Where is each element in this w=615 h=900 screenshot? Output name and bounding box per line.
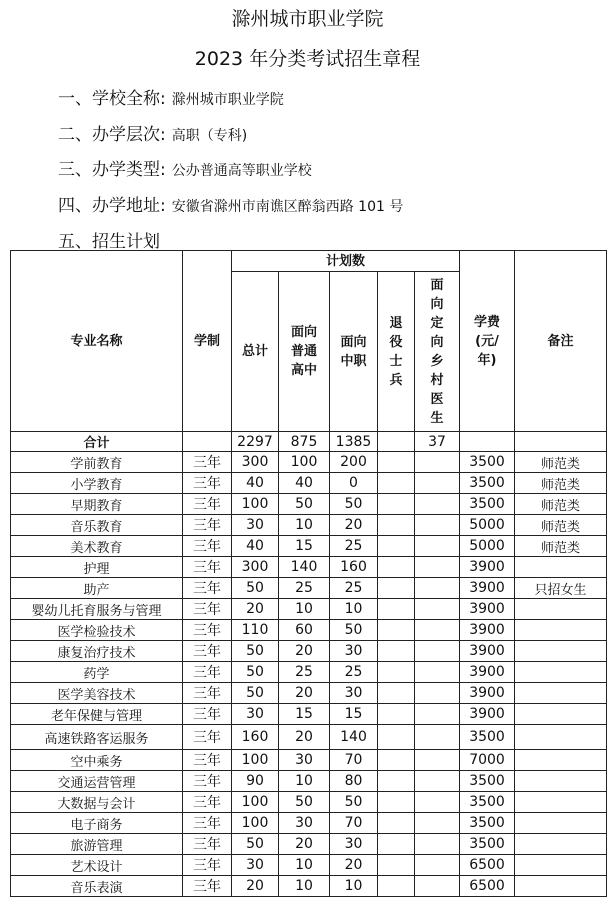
- total-general: 875: [279, 432, 330, 452]
- total-vocational: 1385: [330, 432, 378, 452]
- cell-fee: 3500: [460, 834, 515, 855]
- info-label: 二、办学层次:: [58, 125, 166, 145]
- cell-rural-doctor: [415, 662, 460, 683]
- cell-fee: 3900: [460, 662, 515, 683]
- info-type: [58, 155, 312, 180]
- cell-vocational: 10: [330, 876, 378, 897]
- header-major: 专业名称: [11, 251, 183, 432]
- cell-years: 三年: [183, 792, 232, 813]
- table-row: [11, 662, 607, 683]
- cell-rural-doctor: [415, 641, 460, 662]
- cell-years: 三年: [183, 494, 232, 515]
- cell-general: 10: [279, 771, 330, 792]
- cell-major: 音乐表演: [11, 876, 183, 897]
- cell-rural-doctor: [415, 599, 460, 620]
- cell-note: [515, 876, 607, 897]
- cell-note: [515, 813, 607, 834]
- cell-vocational: 30: [330, 834, 378, 855]
- cell-vocational: 50: [330, 792, 378, 813]
- info-school-name: [58, 84, 284, 109]
- cell-years: 三年: [183, 876, 232, 897]
- total-label: 合计: [11, 432, 183, 452]
- cell-general: 15: [279, 704, 330, 725]
- cell-fee: 3900: [460, 620, 515, 641]
- cell-rural-doctor: [415, 536, 460, 557]
- total-note: [515, 432, 607, 452]
- cell-vocational: 80: [330, 771, 378, 792]
- cell-rural-doctor: [415, 494, 460, 515]
- cell-major: 康复治疗技术: [11, 641, 183, 662]
- info-value: 公办普通高等职业学校: [171, 163, 312, 179]
- document-title: 滁州城市职业学院: [231, 8, 384, 30]
- table-row: [11, 704, 607, 725]
- cell-total: 110: [232, 620, 279, 641]
- cell-major: 美术教育: [11, 536, 183, 557]
- cell-years: 三年: [183, 536, 232, 557]
- table-row: [11, 473, 607, 494]
- table-row: [11, 725, 607, 750]
- cell-general: 20: [279, 834, 330, 855]
- cell-veterans: [378, 578, 415, 599]
- cell-years: 三年: [183, 473, 232, 494]
- cell-general: 10: [279, 855, 330, 876]
- total-veterans: [378, 432, 415, 452]
- header-general: [279, 272, 330, 432]
- info-label: 一、学校全称:: [58, 89, 166, 109]
- table-row: [11, 683, 607, 704]
- table-row: [11, 536, 607, 557]
- cell-total: 100: [232, 750, 279, 771]
- cell-vocational: 20: [330, 515, 378, 536]
- cell-years: 三年: [183, 704, 232, 725]
- document-subtitle: 2023 年分类考试招生章程: [194, 48, 421, 70]
- cell-major: 早期教育: [11, 494, 183, 515]
- cell-rural-doctor: [415, 855, 460, 876]
- cell-rural-doctor: [415, 620, 460, 641]
- cell-general: 10: [279, 599, 330, 620]
- header-plan-group: 计划数: [232, 251, 460, 272]
- header-note: 备注: [515, 251, 607, 432]
- cell-fee: 3500: [460, 813, 515, 834]
- cell-general: 30: [279, 750, 330, 771]
- header-total: 总计: [232, 272, 279, 432]
- table-row: [11, 494, 607, 515]
- cell-years: 三年: [183, 641, 232, 662]
- cell-general: 10: [279, 515, 330, 536]
- cell-fee: 3900: [460, 683, 515, 704]
- cell-total: 40: [232, 536, 279, 557]
- cell-total: 50: [232, 578, 279, 599]
- info-label: 三、办学类型:: [58, 160, 166, 180]
- cell-major: 空中乘务: [11, 750, 183, 771]
- cell-general: 10: [279, 876, 330, 897]
- cell-major: 助产: [11, 578, 183, 599]
- header-fee-text: 学费(元/年): [474, 314, 501, 368]
- cell-vocational: 15: [330, 704, 378, 725]
- cell-rural-doctor: [415, 771, 460, 792]
- cell-veterans: [378, 494, 415, 515]
- header-vocational: [330, 272, 378, 432]
- cell-note: [515, 557, 607, 578]
- cell-vocational: 10: [330, 599, 378, 620]
- table-row: [11, 620, 607, 641]
- enrollment-plan-table: [10, 250, 607, 897]
- cell-veterans: [378, 452, 415, 473]
- cell-general: 50: [279, 494, 330, 515]
- cell-veterans: [378, 620, 415, 641]
- cell-major: 艺术设计: [11, 855, 183, 876]
- cell-total: 100: [232, 494, 279, 515]
- cell-note: [515, 683, 607, 704]
- cell-rural-doctor: [415, 515, 460, 536]
- total-fee: [460, 432, 515, 452]
- cell-years: 三年: [183, 557, 232, 578]
- cell-major: 药学: [11, 662, 183, 683]
- table-row: [11, 750, 607, 771]
- info-label: 四、办学地址:: [58, 196, 166, 216]
- cell-total: 40: [232, 473, 279, 494]
- cell-vocational: 50: [330, 620, 378, 641]
- cell-rural-doctor: [415, 452, 460, 473]
- header-years: 学制: [183, 251, 232, 432]
- cell-note: [515, 704, 607, 725]
- table-row: [11, 452, 607, 473]
- info-value: 滁州城市职业学院: [171, 92, 284, 108]
- cell-fee: 5000: [460, 536, 515, 557]
- cell-years: 三年: [183, 620, 232, 641]
- cell-note: 只招女生: [515, 578, 607, 599]
- cell-note: [515, 620, 607, 641]
- cell-fee: 6500: [460, 876, 515, 897]
- cell-fee: 3500: [460, 494, 515, 515]
- cell-veterans: [378, 855, 415, 876]
- cell-general: 100: [279, 452, 330, 473]
- cell-vocational: 160: [330, 557, 378, 578]
- cell-vocational: 0: [330, 473, 378, 494]
- cell-major: 高速铁路客运服务: [11, 725, 183, 750]
- cell-major: 护理: [11, 557, 183, 578]
- cell-veterans: [378, 704, 415, 725]
- cell-years: 三年: [183, 683, 232, 704]
- cell-years: 三年: [183, 834, 232, 855]
- cell-veterans: [378, 599, 415, 620]
- cell-general: 15: [279, 536, 330, 557]
- cell-major: 大数据与会计: [11, 792, 183, 813]
- cell-note: 师范类: [515, 452, 607, 473]
- cell-veterans: [378, 792, 415, 813]
- cell-general: 20: [279, 683, 330, 704]
- cell-total: 30: [232, 515, 279, 536]
- cell-total: 20: [232, 876, 279, 897]
- cell-veterans: [378, 725, 415, 750]
- cell-major: 交通运营管理: [11, 771, 183, 792]
- cell-fee: 3900: [460, 704, 515, 725]
- cell-major: 老年保健与管理: [11, 704, 183, 725]
- cell-major: 医学检验技术: [11, 620, 183, 641]
- cell-rural-doctor: [415, 813, 460, 834]
- cell-major: 旅游管理: [11, 834, 183, 855]
- cell-total: 50: [232, 641, 279, 662]
- cell-general: 25: [279, 578, 330, 599]
- cell-veterans: [378, 536, 415, 557]
- table-row: [11, 599, 607, 620]
- cell-total: 100: [232, 792, 279, 813]
- cell-note: [515, 834, 607, 855]
- cell-total: 50: [232, 834, 279, 855]
- cell-rural-doctor: [415, 683, 460, 704]
- cell-note: 师范类: [515, 494, 607, 515]
- cell-total: 30: [232, 855, 279, 876]
- header-vocational-text: 面向中职: [340, 334, 367, 369]
- cell-rural-doctor: [415, 750, 460, 771]
- table-row: [11, 557, 607, 578]
- cell-rural-doctor: [415, 704, 460, 725]
- cell-fee: 3500: [460, 473, 515, 494]
- cell-major: 音乐教育: [11, 515, 183, 536]
- cell-vocational: 70: [330, 750, 378, 771]
- table-row: [11, 771, 607, 792]
- cell-general: 40: [279, 473, 330, 494]
- cell-total: 50: [232, 683, 279, 704]
- cell-veterans: [378, 750, 415, 771]
- info-value: 高职（专科): [171, 128, 248, 144]
- cell-rural-doctor: [415, 473, 460, 494]
- header-rural-doctor: [415, 272, 460, 432]
- cell-total: 30: [232, 704, 279, 725]
- cell-years: 三年: [183, 515, 232, 536]
- cell-veterans: [378, 771, 415, 792]
- cell-note: 师范类: [515, 473, 607, 494]
- cell-general: 140: [279, 557, 330, 578]
- cell-total: 20: [232, 599, 279, 620]
- cell-fee: 3500: [460, 452, 515, 473]
- cell-years: 三年: [183, 855, 232, 876]
- cell-years: 三年: [183, 813, 232, 834]
- cell-veterans: [378, 813, 415, 834]
- cell-vocational: 30: [330, 683, 378, 704]
- cell-veterans: [378, 641, 415, 662]
- cell-vocational: 25: [330, 578, 378, 599]
- cell-note: [515, 792, 607, 813]
- cell-major: 小学教育: [11, 473, 183, 494]
- cell-fee: 3500: [460, 792, 515, 813]
- cell-veterans: [378, 515, 415, 536]
- cell-years: 三年: [183, 771, 232, 792]
- cell-vocational: 140: [330, 725, 378, 750]
- cell-vocational: 30: [330, 641, 378, 662]
- cell-fee: 6500: [460, 855, 515, 876]
- cell-fee: 3500: [460, 725, 515, 750]
- cell-vocational: 25: [330, 662, 378, 683]
- table-row: [11, 834, 607, 855]
- cell-vocational: 200: [330, 452, 378, 473]
- info-label: 五、招生计划: [58, 232, 160, 252]
- table-row: [11, 515, 607, 536]
- table-row: [11, 855, 607, 876]
- cell-general: 60: [279, 620, 330, 641]
- cell-rural-doctor: [415, 578, 460, 599]
- cell-fee: 5000: [460, 515, 515, 536]
- info-value: 安徽省滁州市南谯区醉翁西路 101 号: [171, 199, 404, 215]
- cell-total: 160: [232, 725, 279, 750]
- cell-rural-doctor: [415, 557, 460, 578]
- cell-total: 300: [232, 557, 279, 578]
- cell-rural-doctor: [415, 876, 460, 897]
- cell-note: [515, 641, 607, 662]
- cell-years: 三年: [183, 599, 232, 620]
- info-enrollment-plan: [58, 227, 160, 252]
- header-veterans: [378, 272, 415, 432]
- cell-note: 师范类: [515, 515, 607, 536]
- cell-years: 三年: [183, 578, 232, 599]
- cell-fee: 3900: [460, 599, 515, 620]
- header-fee: [460, 251, 515, 432]
- table-row: [11, 792, 607, 813]
- cell-fee: 3500: [460, 771, 515, 792]
- cell-years: 三年: [183, 452, 232, 473]
- cell-years: 三年: [183, 750, 232, 771]
- cell-veterans: [378, 473, 415, 494]
- cell-note: [515, 771, 607, 792]
- cell-general: 30: [279, 813, 330, 834]
- header-general-text: 面向普通高中: [291, 325, 318, 378]
- total-total: 2297: [232, 432, 279, 452]
- cell-note: [515, 750, 607, 771]
- cell-note: [515, 662, 607, 683]
- cell-total: 90: [232, 771, 279, 792]
- cell-fee: 3900: [460, 557, 515, 578]
- cell-general: 25: [279, 662, 330, 683]
- total-rural-doctor: 37: [415, 432, 460, 452]
- table-row: [11, 641, 607, 662]
- info-level: [58, 120, 247, 145]
- table-row: [11, 578, 607, 599]
- cell-vocational: 20: [330, 855, 378, 876]
- cell-veterans: [378, 876, 415, 897]
- table-row: [11, 876, 607, 897]
- header-rural-doctor-text: 面向定向乡村医生: [430, 277, 444, 426]
- cell-fee: 3900: [460, 641, 515, 662]
- cell-general: 20: [279, 725, 330, 750]
- cell-years: 三年: [183, 725, 232, 750]
- cell-major: 学前教育: [11, 452, 183, 473]
- cell-rural-doctor: [415, 792, 460, 813]
- cell-major: 电子商务: [11, 813, 183, 834]
- cell-vocational: 70: [330, 813, 378, 834]
- table-total-row: [11, 432, 607, 452]
- cell-veterans: [378, 557, 415, 578]
- cell-years: 三年: [183, 662, 232, 683]
- cell-fee: 3900: [460, 578, 515, 599]
- cell-total: 300: [232, 452, 279, 473]
- table-row: [11, 813, 607, 834]
- cell-general: 50: [279, 792, 330, 813]
- cell-note: [515, 855, 607, 876]
- cell-rural-doctor: [415, 834, 460, 855]
- cell-major: 医学美容技术: [11, 683, 183, 704]
- cell-vocational: 25: [330, 536, 378, 557]
- cell-note: [515, 725, 607, 750]
- cell-note: 师范类: [515, 536, 607, 557]
- cell-total: 50: [232, 662, 279, 683]
- cell-veterans: [378, 683, 415, 704]
- cell-note: [515, 599, 607, 620]
- header-veterans-text: 退役士兵: [389, 315, 403, 388]
- cell-rural-doctor: [415, 725, 460, 750]
- cell-veterans: [378, 834, 415, 855]
- total-years: [183, 432, 232, 452]
- cell-total: 100: [232, 813, 279, 834]
- cell-fee: 7000: [460, 750, 515, 771]
- cell-vocational: 50: [330, 494, 378, 515]
- cell-major: 婴幼儿托育服务与管理: [11, 599, 183, 620]
- cell-general: 20: [279, 641, 330, 662]
- cell-veterans: [378, 662, 415, 683]
- info-address: [58, 191, 403, 216]
